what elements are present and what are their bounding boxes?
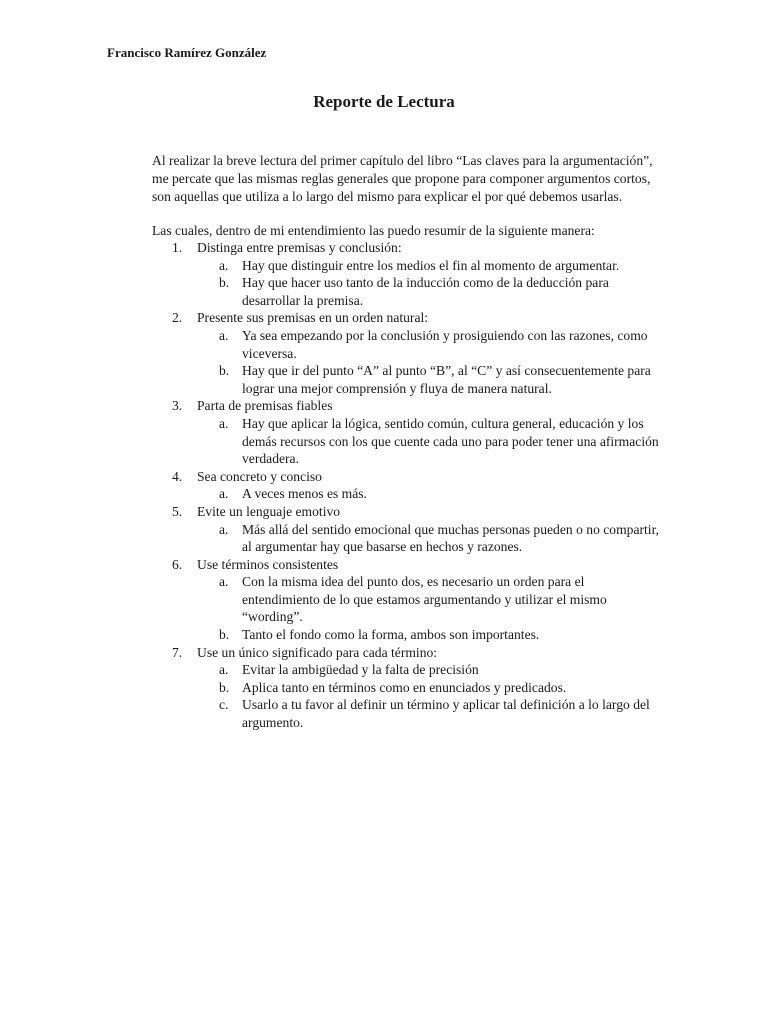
list-item-text: Presente sus premisas en un orden natural: bbox=[197, 310, 429, 326]
sub-list bbox=[197, 257, 664, 310]
sub-list bbox=[197, 521, 664, 556]
sub-list-item-text: A veces menos es más. bbox=[242, 486, 367, 502]
sub-list bbox=[197, 485, 664, 503]
list-item-number: 3. bbox=[172, 398, 183, 414]
sub-list-item bbox=[197, 573, 664, 626]
sub-list-item-text: Usarlo a tu favor al definir un término y aplicar tal definición a lo largo del argumento. bbox=[242, 697, 650, 731]
list-item-number: 7. bbox=[172, 644, 183, 660]
list-item bbox=[152, 556, 664, 644]
sub-list-item bbox=[197, 661, 664, 679]
list-item-text: Distinga entre premisas y conclusión: bbox=[197, 240, 402, 255]
sub-list-item bbox=[197, 696, 664, 731]
intro-paragraph: Al realizar la breve lectura del primer capítulo del libro “Las claves para la argumentación”, me percate que las mismas reglas generales que propone para componer argumentos cortos, son aquellas que utiliza a lo largo del mismo para explicar el por qué debemos usarlas. bbox=[152, 153, 653, 204]
sub-list-item-text: Aplica tanto en términos como en enunciados y predicados. bbox=[242, 679, 567, 695]
sub-list-item bbox=[197, 327, 664, 362]
sub-list-item-text: Evitar la ambigüedad y la falta de precisión bbox=[242, 662, 479, 678]
sub-list-item-letter: a. bbox=[219, 257, 229, 273]
author-name: Francisco Ramírez González bbox=[107, 45, 267, 60]
sub-list-item-text: Hay que ir del punto “A” al punto “B”, al “C” y así consecuentemente para lograr una mejor comprensión y fluya de manera natural. bbox=[242, 363, 651, 396]
sub-list-item bbox=[197, 521, 664, 556]
rules-list bbox=[152, 239, 664, 732]
sub-list-item-letter: a. bbox=[219, 521, 229, 537]
list-item-text: Sea concreto y conciso bbox=[197, 468, 322, 484]
sub-list bbox=[197, 573, 664, 643]
list-item bbox=[152, 397, 664, 467]
sub-list bbox=[197, 415, 664, 468]
list-item-text: Evite un lenguaje emotivo bbox=[197, 503, 341, 519]
sub-list-item-letter: a. bbox=[219, 327, 229, 343]
sub-list-item-text: Hay que aplicar la lógica, sentido común, cultura general, educación y los demás recursos con los que cuente cada uno para poder tener una afirmación verdadera. bbox=[242, 415, 659, 467]
sub-list-item bbox=[197, 485, 664, 503]
list-item-text: Parta de premisas fiables bbox=[197, 398, 333, 414]
sub-list-item bbox=[197, 626, 664, 644]
sub-list-item-text: Con la misma idea del punto dos, es necesario un orden para el entendimiento de lo que estamos argumentando y utilizar el mismo “wording”. bbox=[242, 574, 607, 625]
sub-list bbox=[197, 327, 664, 397]
list-item-number: 1. bbox=[172, 240, 183, 255]
sub-list-item-text: Tanto el fondo como la forma, ambos son importantes. bbox=[242, 627, 540, 643]
sub-list-item-letter: b. bbox=[219, 679, 230, 695]
sub-list-item-letter: b. bbox=[219, 275, 230, 291]
list-item-text: Use un único significado para cada término: bbox=[197, 644, 438, 660]
sub-list-item-letter: a. bbox=[219, 662, 229, 678]
sub-list-item-letter: a. bbox=[219, 574, 229, 590]
lead-paragraph: Las cuales, dentro de mi entendimiento las puedo resumir de la siguiente manera: bbox=[152, 223, 595, 238]
sub-list-item bbox=[197, 274, 664, 309]
list-item bbox=[152, 468, 664, 503]
sub-list-item-letter: a. bbox=[219, 486, 229, 502]
sub-list-item-text: Hay que distinguir entre los medios el fin al momento de argumentar. bbox=[242, 257, 620, 273]
list-item bbox=[152, 239, 664, 309]
list-item-number: 6. bbox=[172, 556, 183, 572]
sub-list bbox=[197, 661, 664, 731]
sub-list-item-text: Más allá del sentido emocional que muchas personas pueden o no compartir, al argumentar hay que basarse en hechos y razones. bbox=[242, 521, 659, 555]
list-item bbox=[152, 644, 664, 732]
list-item-number: 5. bbox=[172, 503, 183, 519]
list-item-number: 2. bbox=[172, 310, 183, 326]
sub-list-item-letter: a. bbox=[219, 415, 229, 431]
sub-list-item-text: Ya sea empezando por la conclusión y prosiguiendo con las razones, como viceversa. bbox=[242, 327, 648, 361]
sub-list-item bbox=[197, 415, 664, 468]
list-item-text: Use términos consistentes bbox=[197, 556, 339, 572]
sub-list-item-text: Hay que hacer uso tanto de la inducción como de la deducción para desarrollar la premisa. bbox=[242, 275, 609, 308]
sub-list-item bbox=[197, 679, 664, 697]
page-title: Reporte de Lectura bbox=[313, 92, 455, 111]
sub-list-item bbox=[197, 257, 664, 275]
sub-list-item-letter: b. bbox=[219, 363, 230, 379]
list-item-number: 4. bbox=[172, 468, 183, 484]
sub-list-item-letter: c. bbox=[219, 697, 229, 713]
sub-list-item bbox=[197, 362, 664, 397]
list-item bbox=[152, 309, 664, 397]
sub-list-item-letter: b. bbox=[219, 627, 230, 643]
list-item bbox=[152, 503, 664, 556]
